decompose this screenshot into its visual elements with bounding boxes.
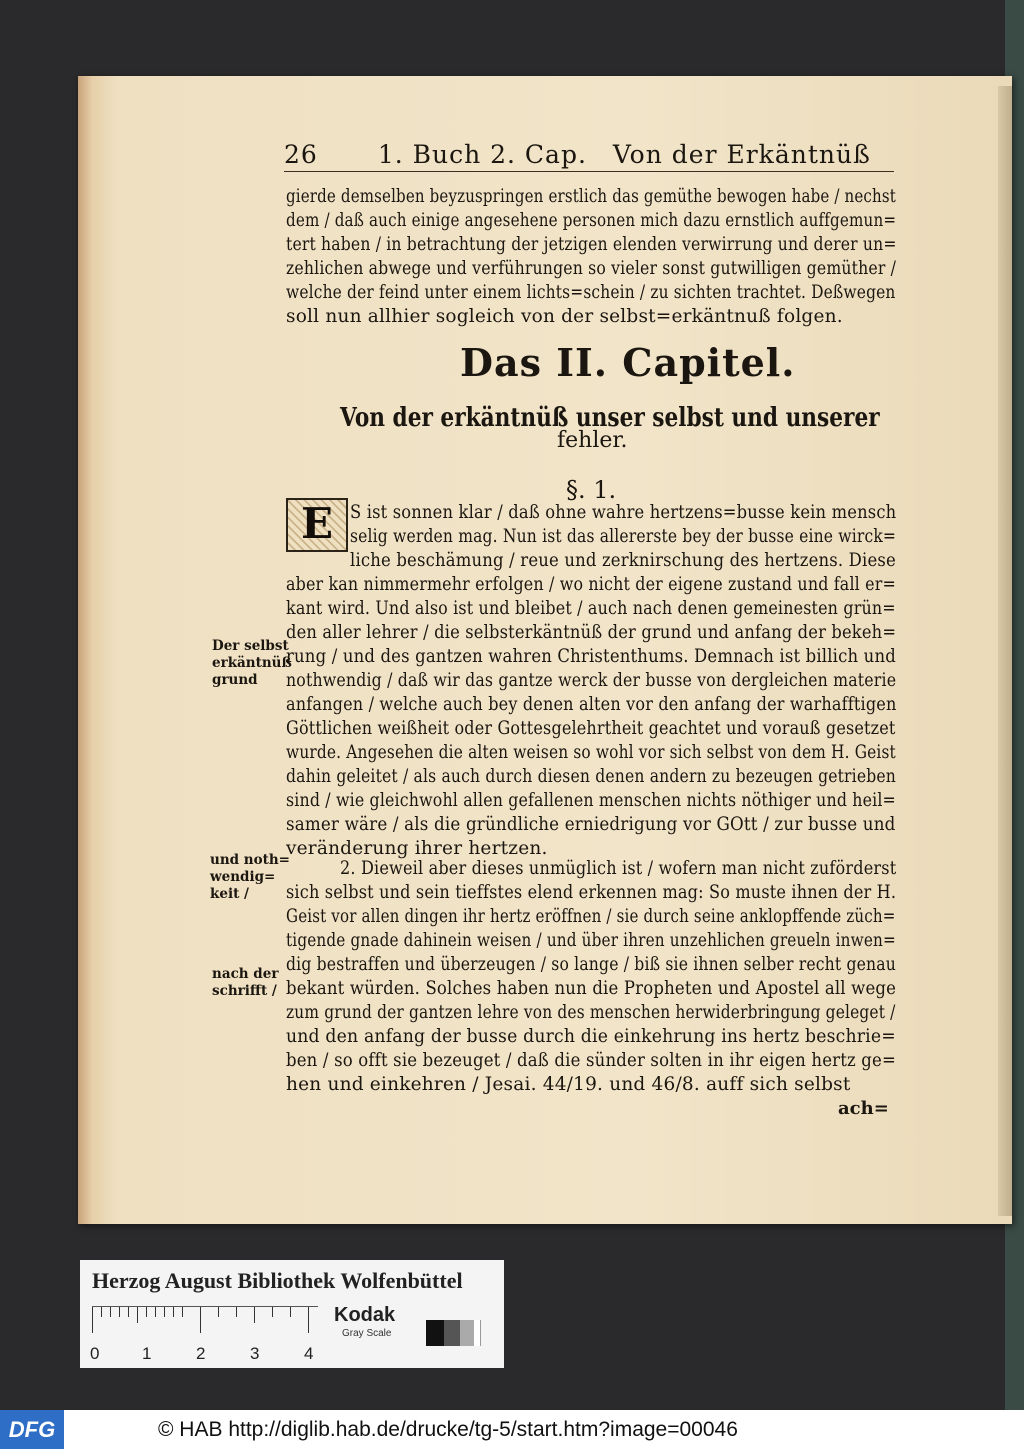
text-line: soll nun allhier sogleich von der selbst=erkäntnuß folgen. xyxy=(286,306,843,327)
text-line: dig bestraffen und überzeugen / so lange / biß sie ihnen selber recht genau xyxy=(286,954,896,975)
chapter-title: Das II. Capitel. xyxy=(460,340,796,385)
text-line: rung / und des gantzen wahren Christenthums. Demnach ist billich und xyxy=(286,646,896,667)
text-line: liche beschämung / reue und zerknirschung des hertzens. Diese xyxy=(350,550,896,571)
margin-note-line: Der selbst xyxy=(212,638,289,654)
text-line: sich selbst und sein tieffstes elend erkennen mag: So muste ihnen der H. xyxy=(286,882,897,903)
text-line: dahin geleitet / als auch durch diesen denen andern zu bezeugen getrieben xyxy=(286,766,897,787)
text-line: ben / so offt sie bezeuget / daß die sünder solten in ihr eigen hertz ge= xyxy=(286,1050,897,1071)
library-name: Herzog August Bibliothek Wolfenbüttel xyxy=(92,1268,463,1293)
text-line: tert haben / in betrachtung der jetzigen elenden verwirrung und derer un= xyxy=(286,234,897,255)
text-line: 2. Dieweil aber dieses unmüglich ist / wofern man nicht zuförderst xyxy=(340,858,897,879)
text-line: veränderung ihrer hertzen. xyxy=(286,838,548,859)
running-title: Von der Erkäntnüß xyxy=(612,140,871,169)
catchword: ach= xyxy=(838,1098,889,1119)
gray-swatch-black xyxy=(426,1320,444,1346)
text-line: tigende gnade dahinein weisen / und über ihren unzehlichen greueln inwen= xyxy=(286,930,896,951)
page-number: 26 xyxy=(284,140,318,169)
text-line: welche der feind unter einem lichts=schein / zu sichten trachtet. Deßwegen xyxy=(286,282,896,303)
margin-note xyxy=(210,852,290,903)
text-line: kant wird. Und also ist und bleibet / auch nach denen gemeinesten grün= xyxy=(286,598,896,619)
margin-note-line: und noth= xyxy=(210,852,290,868)
text-line: gierde demselben beyzuspringen erstlich das gemüthe bewogen habe / nechst xyxy=(286,186,896,207)
chapter-subtitle-continued: fehler. xyxy=(557,428,628,453)
gray-scale-label: Gray Scale xyxy=(342,1328,392,1339)
text-line: Göttlichen weißheit oder Gottesgelehrtheit geachtet und vorauß gesetzet xyxy=(286,718,896,739)
text-line: nothwendig / daß wir das gantze werck der busse von dergleichen materie xyxy=(286,670,897,691)
library-label-card xyxy=(80,1260,504,1368)
gray-swatch-light xyxy=(460,1320,474,1346)
text-line: selig werden mag. Nun ist das allererste bey der busse eine wirck= xyxy=(350,526,897,547)
text-line: anfangen / welche auch bey denen alten vor den anfang der warhafftigen xyxy=(286,694,897,715)
text-line: den aller lehrer / die selbsterkäntnüß der grund und anfang der bekeh= xyxy=(286,622,897,643)
margin-note-line: erkäntnüß xyxy=(212,655,292,671)
gray-swatch-white xyxy=(474,1320,481,1346)
ruler-number: 0 xyxy=(90,1344,100,1363)
footer-credit-link[interactable]: © HAB http://diglib.hab.de/drucke/tg-5/start.htm?image=00046 xyxy=(158,1418,738,1441)
text-line: dem / daß auch einige angesehene personen mich dazu ernstlich auffgemun= xyxy=(286,210,897,231)
margin-note-line: grund xyxy=(212,672,258,688)
ruler-number: 4 xyxy=(304,1344,314,1363)
text-line: zehlichen abwege und verführungen so vieler sonst gutwilligen gemüther / xyxy=(286,258,897,279)
book-chapter: 1. Buch 2. Cap. xyxy=(377,140,587,169)
dfg-logo: DFG xyxy=(0,1410,64,1449)
ruler-number: 2 xyxy=(196,1344,206,1363)
kodak-logo: Kodak xyxy=(334,1304,396,1326)
gray-swatch-dark xyxy=(444,1320,460,1346)
drop-cap: E xyxy=(286,498,348,552)
chapter-subtitle: Von der erkäntnüß unser selbst und unserer xyxy=(340,403,880,433)
text-line: aber kan nimmermehr erfolgen / wo nicht der eigene zustand und fall er= xyxy=(286,574,896,595)
text-line: S ist sonnen klar / daß ohne wahre hertzens=busse kein mensch xyxy=(350,502,897,523)
ruler-number: 3 xyxy=(250,1344,260,1363)
margin-note-line: keit / xyxy=(210,886,249,902)
margin-note xyxy=(212,638,292,689)
text-line: sind / wie gleichwohl allen gefallenen menschen nichts nöthiger und heil= xyxy=(286,790,896,811)
ruler-number: 1 xyxy=(142,1344,152,1363)
text-line: und den anfang der busse durch die einkehrung ins hertz beschrie= xyxy=(286,1026,896,1047)
section-mark: §. 1. xyxy=(566,476,617,504)
margin-note-line: wendig= xyxy=(210,869,276,885)
text-line: wurde. Angesehen die alten weisen so wohl vor sich selbst von dem H. Geist xyxy=(286,742,896,763)
text-line: samer wäre / als die gründliche erniedrigung vor GOtt / zur busse und xyxy=(286,814,896,835)
text-line: Geist vor allen dingen ihr hertz eröffnen / sie durch seine anklopffende züch= xyxy=(286,906,896,927)
margin-note-line: nach der xyxy=(212,966,279,982)
scale-ruler xyxy=(92,1306,318,1333)
margin-note xyxy=(212,966,278,1000)
text-line: hen und einkehren / Jesai. 44/19. und 46/8. auff sich selbst xyxy=(286,1074,851,1095)
text-line: bekant würden. Solches haben nun die Propheten und Apostel all wege xyxy=(286,978,897,999)
text-line: zum grund der gantzen lehre von des menschen herwiderbringung geleget / xyxy=(286,1002,896,1023)
page-edge xyxy=(998,86,1012,1216)
running-header xyxy=(284,140,894,172)
margin-note-line: schrifft / xyxy=(212,983,277,999)
